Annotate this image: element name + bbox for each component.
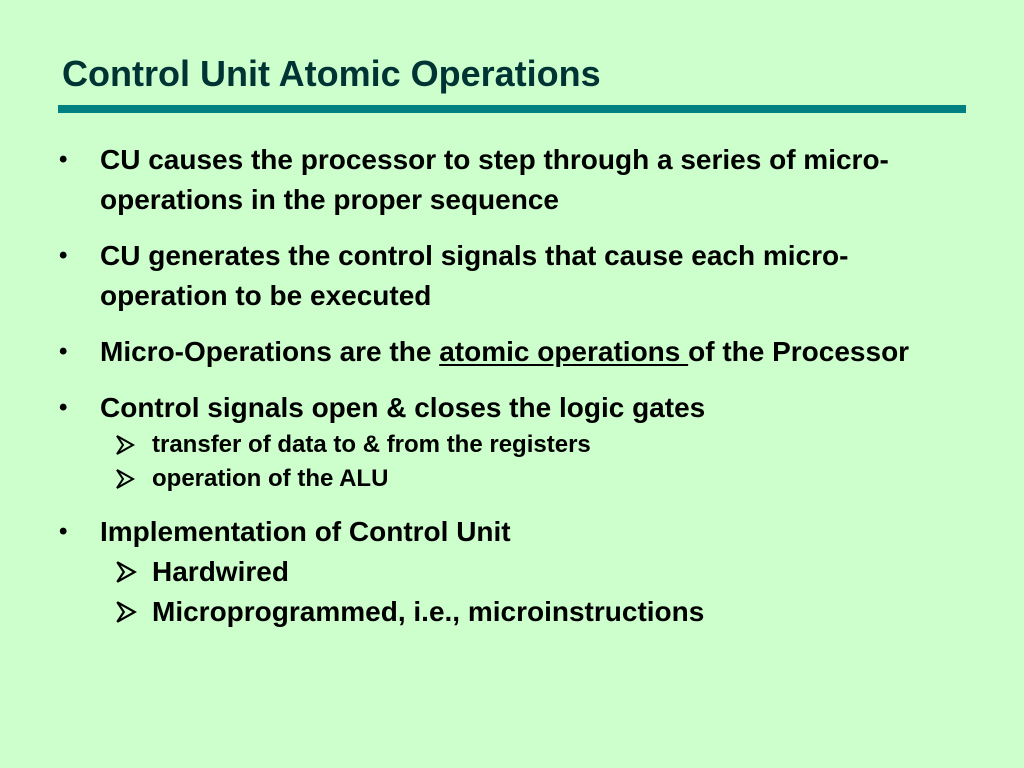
bullet-text: CU causes the processor to step through a series of micro-operations in the proper sequence — [100, 144, 889, 215]
sub-bullet-item — [100, 592, 975, 632]
bullet-text: Implementation of Control Unit — [100, 516, 511, 547]
bullet-dot-icon: • — [59, 518, 68, 545]
arrowhead-icon — [114, 552, 146, 592]
sub-bullet-text: Hardwired — [152, 556, 289, 587]
arrowhead-icon — [114, 592, 146, 632]
sub-bullet-text: transfer of data to & from the registers — [152, 431, 591, 458]
bullet-text: Control signals open & closes the logic gates — [100, 392, 706, 423]
slide-title: Control Unit Atomic Operations — [62, 53, 601, 94]
arrowhead-icon — [114, 428, 146, 462]
bullet-text-after: of the Processor — [688, 336, 910, 367]
bullet-dot-icon: • — [59, 338, 68, 365]
arrowhead-icon — [114, 462, 146, 496]
bullet-item — [55, 140, 975, 220]
sub-bullet-item — [100, 428, 975, 462]
bullet-dot-icon: • — [59, 242, 68, 269]
bullet-dot-icon: • — [59, 394, 68, 421]
bullet-dot-icon: • — [59, 146, 68, 173]
title-underline-rule — [58, 105, 966, 113]
bullet-text-before: Micro-Operations are the — [100, 336, 440, 367]
sub-bullet-text: Microprogrammed, i.e., microinstructions — [152, 596, 705, 627]
bullet-item — [55, 512, 975, 632]
bullet-item — [55, 388, 975, 496]
sub-bullet-list — [100, 552, 975, 632]
bullet-list — [55, 140, 975, 648]
sub-bullet-list — [100, 428, 975, 496]
bullet-text: CU generates the control signals that cause each micro-operation to be executed — [100, 240, 849, 311]
sub-bullet-item — [100, 462, 975, 496]
bullet-item — [55, 332, 975, 372]
underlined-term: atomic operations — [439, 336, 689, 367]
bullet-item — [55, 236, 975, 316]
sub-bullet-item — [100, 552, 975, 592]
sub-bullet-text: operation of the ALU — [152, 465, 389, 492]
